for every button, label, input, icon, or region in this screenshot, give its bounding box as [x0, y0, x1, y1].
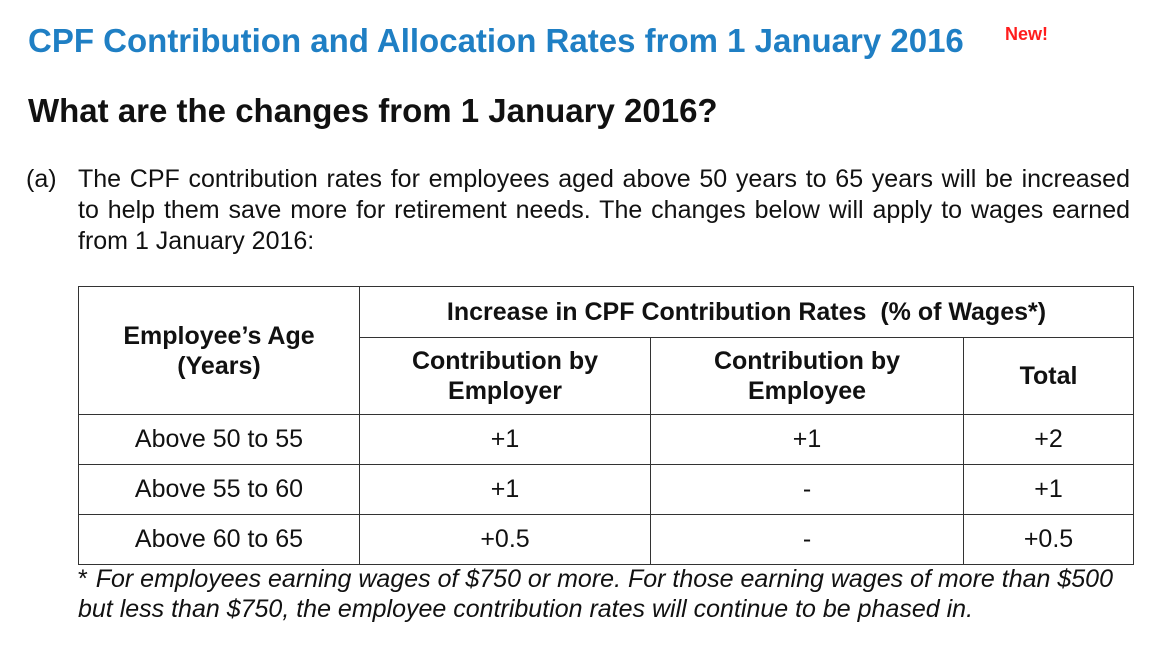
paragraph-marker: (a) [26, 165, 57, 193]
new-badge: New! [1005, 24, 1049, 44]
age-header-line2: (Years) [177, 351, 261, 380]
paragraph-a [26, 164, 1130, 257]
footnote-text: For employees earning wages of $750 or more. For those earning wages of more than $500 but less than $750, the employee contribution rates will continue to be phased in. [78, 565, 1113, 623]
employee-cell: +1 [651, 415, 964, 465]
employer-cell: +1 [360, 415, 651, 465]
footnote-marker: * [78, 565, 88, 593]
employer-cell: +1 [360, 465, 651, 515]
employee-cell: - [651, 515, 964, 565]
total-column-header: Total [964, 338, 1134, 415]
age-cell: Above 60 to 65 [79, 515, 360, 565]
employer-header-line2: Employer [448, 377, 562, 405]
total-cell: +0.5 [964, 515, 1134, 565]
table-row [79, 465, 1134, 515]
group-column-header: Increase in CPF Contribution Rates (% of Wages*) [360, 287, 1134, 338]
employee-header-line2: Employee [747, 377, 867, 405]
employer-column-header [360, 338, 651, 415]
age-cell: Above 55 to 60 [79, 465, 360, 515]
page-title: CPF Contribution and Allocation Rates from 1 January 2016 [28, 22, 964, 59]
footnote [78, 564, 1138, 624]
employer-header-line1: Contribution by [411, 347, 599, 375]
total-cell: +2 [964, 415, 1134, 465]
employee-cell: - [651, 465, 964, 515]
table-row [79, 415, 1134, 465]
section-heading: What are the changes from 1 January 2016? [28, 92, 718, 129]
employee-header-line1: Contribution by [713, 347, 901, 375]
paragraph-text: The CPF contribution rates for employees aged above 50 years to 65 years will be increased to help them save more for retirement needs. The changes below will apply to wages earned from 1 January 2016: [78, 165, 1130, 255]
table-header-row [79, 287, 1134, 338]
employee-column-header [651, 338, 964, 415]
employer-cell: +0.5 [360, 515, 651, 565]
age-header-line1: Employee’s Age [123, 321, 315, 350]
age-cell: Above 50 to 55 [79, 415, 360, 465]
total-cell: +1 [964, 465, 1134, 515]
table-row [79, 515, 1134, 565]
age-column-header [79, 287, 360, 415]
contribution-rates-table [78, 286, 1134, 565]
